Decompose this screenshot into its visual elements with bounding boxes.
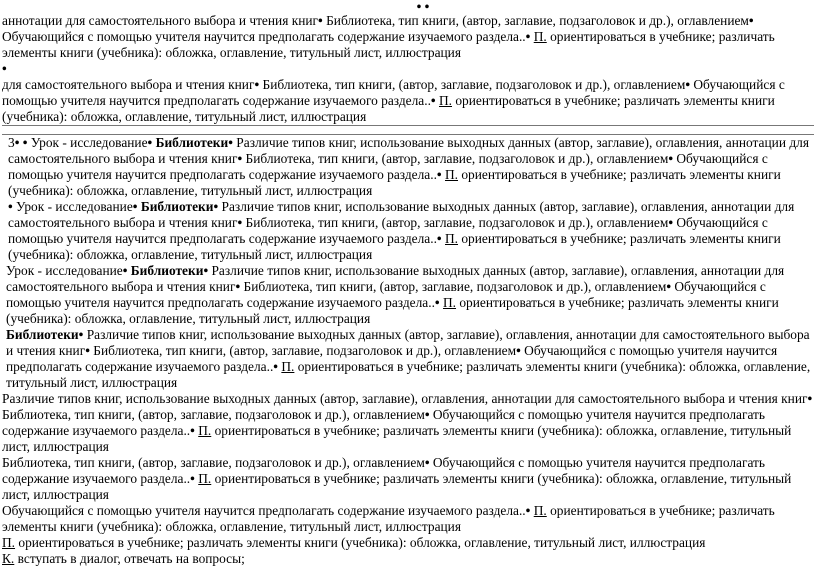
block2-row-5 [2,391,814,455]
bullet-icon: • [237,151,243,166]
block2-row-8 [2,535,814,551]
bullet-icon: • [203,263,209,278]
block1-bullet: • [2,61,7,76]
text-run: ориентироваться в учебнике; различать элементы книги (учебника): обложка, оглавление, титульный лист, иллюстрация [2,471,792,502]
lesson-number: 3 [8,135,15,150]
bullet-icon: • [190,471,195,486]
text-run: Библиотека, тип книги, (автор, заглавие, подзаголовок и др.), оглавлением [2,407,425,422]
bullet-icon: • [668,151,674,166]
block2-row-2 [2,199,814,263]
heading-libraries: Библиотеки [155,135,229,150]
text-run: ориентироваться в учебнике; различать элементы книги (учебника): обложка, оглавление, титульный лист, иллюстрация [2,423,792,454]
label-p: П. [533,503,547,518]
bullet-icon: • [525,503,531,518]
block2-row-4 [2,327,814,391]
bullet-icon: • [685,77,691,92]
block2-row-9 [2,551,814,567]
text-run: ориентироваться в учебнике; различать элементы книги (учебника): обложка, оглавление, титульный лист, иллюстрация [8,231,781,262]
text-run: Обучающийся с помощью учителя научится предполагать содержание изучаемого раздела.. [6,343,778,374]
text-run: ориентироваться в учебнике; различать элементы книги (учебника): обложка, оглавление, титульный лист, иллюстрация [2,93,775,124]
bullet-icon: • [748,13,754,28]
text-run: Урок - исследование [6,263,123,278]
bullet-icon: • [235,279,241,294]
label-p: П. [444,167,459,182]
heading-libraries: Библиотеки [130,263,204,278]
block2-row-6 [2,455,814,503]
text-run: аннотации для самостоятельного выбора и чтения книг [2,13,319,28]
label-p: П. [442,295,457,310]
block1-paragraph-1 [2,13,814,61]
text-run: Обучающийся с помощью учителя научится предполагать содержание изучаемого раздела.. [2,455,766,486]
bullet-icon: • [525,29,531,44]
label-p: П. [198,471,212,486]
label-p: П. [533,29,547,44]
bullet-icon: • [132,199,138,214]
text-run: ориентироваться в учебнике; различать элементы книги (учебника): обложка, оглавление, титульный лист, иллюстрация [8,167,781,198]
text-run: вступать в диалог, отвечать на вопросы; [14,551,245,566]
bullet-icon: • [430,93,436,108]
text-run: Обучающийся с помощью учителя научится предполагать содержание изучаемого раздела.. [6,279,766,310]
bullet-icon: • [213,199,219,214]
bullet-icon: • [318,13,323,28]
bullet-icon: • [516,343,521,358]
text-run: Библиотека, тип книги, (автор, заглавие, подзаголовок и др.), оглавлением [89,343,517,358]
text-run: Различие типов книг, использование выходных данных (автор, заглавие), оглавления, аннотации для самостоятельного выбора и чтения книг [8,199,795,230]
label-p: П. [444,231,459,246]
bullet-icon: • [147,135,153,150]
bullet-icon: • [190,423,195,438]
text-run: Различие типов книг, использование выходных данных (автор, заглавие), оглавления, аннотации для самостоятельного выбора и чтения книг [2,391,808,406]
bullet-icon: • [85,343,90,358]
text-run: Библиотека, тип книги, (автор, заглавие, подзаголовок и др.), оглавлением [240,279,667,294]
text-run: ориентироваться в учебнике; различать элементы книги (учебника): обложка, оглавление, титульный лист, иллюстрация [15,535,706,550]
bullet-icon: • [436,167,442,182]
bullet-icon: • [424,407,430,422]
text-run: Библиотека, тип книги, (автор, заглавие, подзаголовок и др.), оглавлением [2,455,425,470]
block2-row-3 [2,263,814,327]
text-run: Урок - исследование [27,135,148,150]
heading-libraries: Библиотеки [140,199,214,214]
bullet-icon: • [78,327,84,342]
block1-paragraph-2 [2,77,814,125]
text-run: для самостоятельного выбора и чтения книг [2,77,255,92]
bullet-icon: • [807,391,813,406]
label-k: К. [2,551,15,566]
bullet-icon: • [254,77,260,92]
text-run: Обучающийся с помощью учителя научится предполагать содержание изучаемого раздела.. [8,151,768,182]
text-run: Библиотека, тип книги, (автор, заглавие, подзаголовок и др.), оглавлением [322,13,749,28]
bullet-icon: • [228,135,233,150]
bullet-icon: • [434,295,440,310]
text-run: Урок - исследование [12,199,133,214]
text-run: Библиотека, тип книги, (автор, заглавие, подзаголовок и др.), оглавлением [242,215,669,230]
bullet-icon: • [668,215,674,230]
text-run: ориентироваться в учебнике; различать элементы книги (учебника): обложка, оглавление, титульный лист, иллюстрация [2,29,775,60]
text-run: Обучающийся с помощью учителя научится предполагать содержание изучаемого раздела.. [2,29,526,44]
text-run: Библиотека, тип книги, (автор, заглавие, подзаголовок и др.), оглавлением [242,151,669,166]
text-run: ориентироваться в учебнике; различать элементы книги (учебника): обложка, оглавление, титульный лист, иллюстрация [2,503,775,534]
text-run: Различие типов книг, использование выходных данных (автор, заглавие), оглавления, аннотации для самостоятельного выбора и чтения книг [8,135,810,166]
label-p: П. [198,423,212,438]
text-run: ориентироваться в учебнике; различать элементы книги (учебника): обложка, оглавление, титульный лист, иллюстрация [6,359,811,390]
text-run: Обучающийся с помощью учителя научится предполагать содержание изучаемого раздела.. [2,407,766,438]
text-run: Различие типов книг, использование выходных данных (автор, заглавие), оглавления, аннотации для самостоятельного выбора и чтения книг [6,327,810,358]
text-run: ориентироваться в учебнике; различать элементы книги (учебника): обложка, оглавление, титульный лист, иллюстрация [6,295,779,326]
bullet-icon: • [14,135,20,150]
bullet-icon: • [666,279,672,294]
text-run: Обучающийся с помощью учителя научится предполагать содержание изучаемого раздела.. [2,77,785,108]
block2-row-1 [2,135,814,199]
bullet-icon: • [22,135,28,150]
bullet-icon: • [8,199,13,214]
bullet-icon: • [237,215,243,230]
text-run: Различие типов книг, использование выходных данных (автор, заглавие), оглавления, аннотации для самостоятельного выбора и чтения книг [6,263,785,294]
top-bullets: • • [416,0,430,14]
bullet-icon: • [122,263,128,278]
text-run: Обучающийся с помощью учителя научится предполагать содержание изучаемого раздела.. [8,215,768,246]
bullet-icon: • [424,455,430,470]
label-p: П. [438,93,453,108]
label-p: П. [2,535,16,550]
bullet-icon: • [436,231,442,246]
bullet-icon: • [273,359,278,374]
heading-libraries: Библиотеки [6,327,79,342]
block2-row-7 [2,503,814,535]
text-run: Библиотека, тип книги, (автор, заглавие, подзаголовок и др.), оглавлением [259,77,686,92]
label-p: П. [281,359,295,374]
text-run: Обучающийся с помощью учителя научится предполагать содержание изучаемого раздела.. [2,503,526,518]
